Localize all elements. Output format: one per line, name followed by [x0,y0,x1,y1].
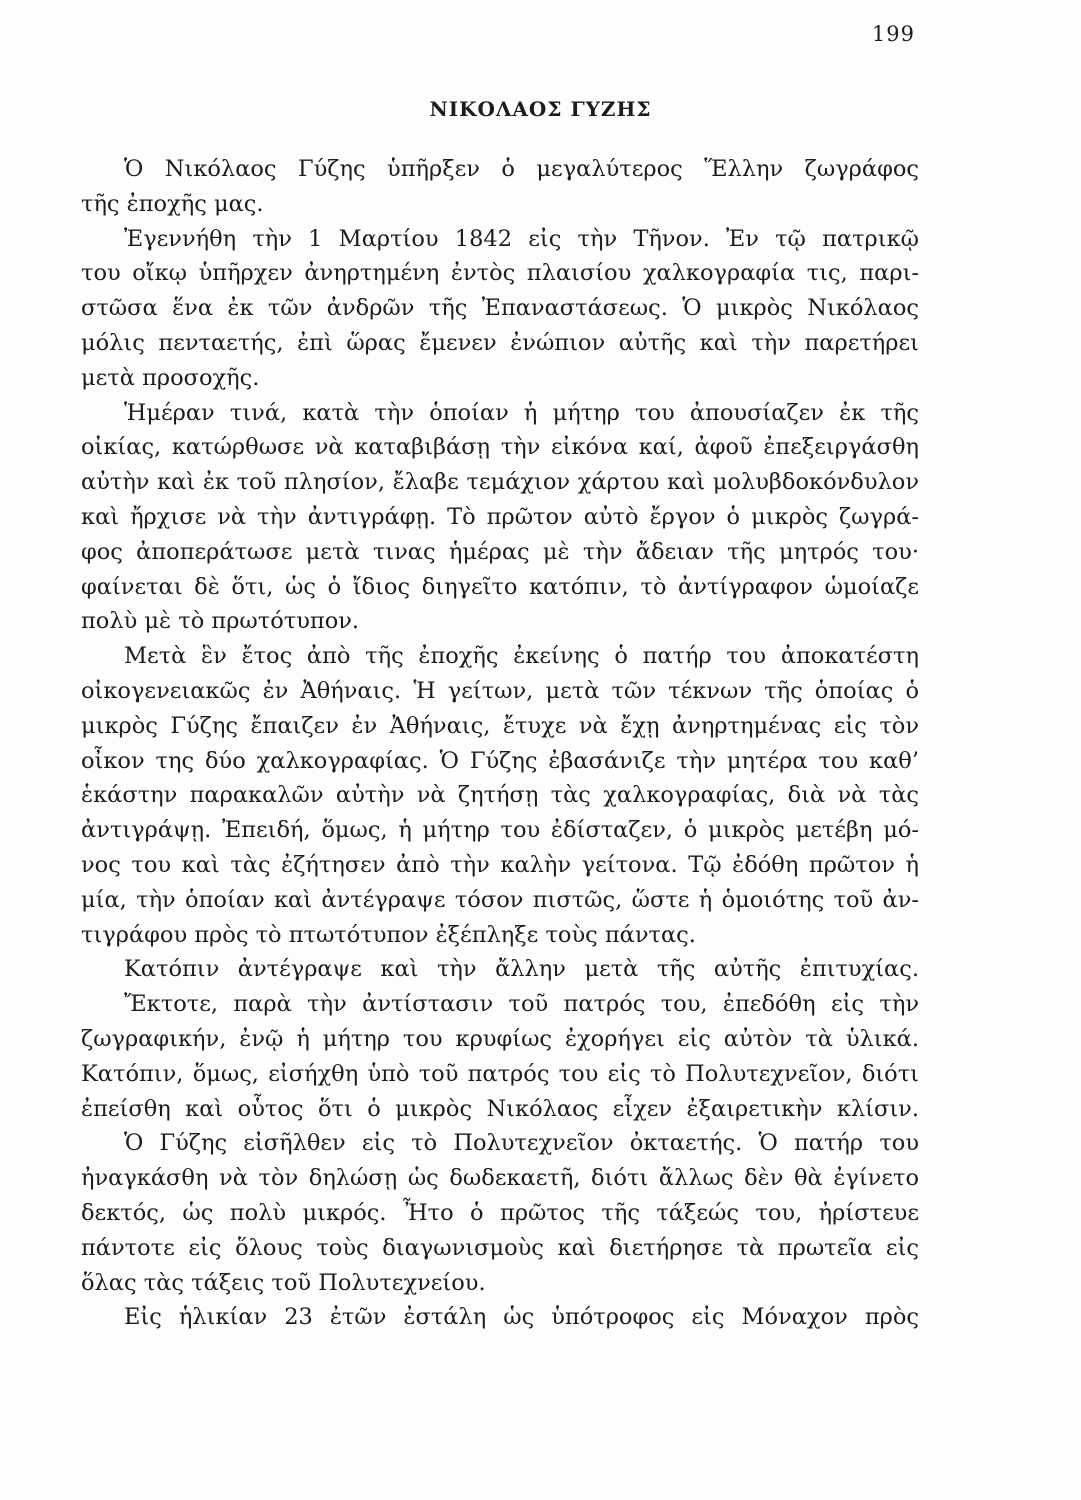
text-line: οἰκογενειακῶς ἐν Ἀθήναις. Ἡ γείτων, μετὰ τῶν τέκνων τῆς ὁποίας ὁ [81,677,919,704]
text-line: ἑκάστην παρακαλῶν αὐτὴν νὰ ζητήσῃ τὰς χαλκογραφίας, διὰ νὰ τὰς [81,782,919,809]
text-line: Μετὰ ἓν ἔτος ἀπὸ τῆς ἐποχῆς ἐκείνης ὁ πατήρ του ἀποκατέστη [124,643,919,670]
text-line: αὐτὴν καὶ ἐκ τοῦ πλησίον, ἔλαβε τεμάχιον χάρτου καὶ μολυβδοκόνδυλον [81,469,919,496]
text-line: στῶσα ἕνα ἐκ τῶν ἀνδρῶν τῆς Ἐπαναστάσεως. Ὁ μικρὸς Νικόλαος [81,295,919,322]
text-line: φος ἀποπεράτωσε μετὰ τινας ἡμέρας μὲ τὴν ἄδειαν τῆς μητρός του· [81,538,919,565]
text-line: ζωγραφικήν, ἐνῷ ἡ μήτηρ του κρυφίως ἐχορήγει εἰς αὐτὸν τὰ ὑλικά. [81,1025,919,1052]
text-line: μόλις πενταετής, ἐπὶ ὥρας ἔμενεν ἐνώπιον αὐτῆς καὶ τὴν παρετήρει [81,329,919,356]
text-line: πάντοτε εἰς ὅλους τοὺς διαγωνισμοὺς καὶ διετήρησε τὰ πρωτεῖα εἰς [81,1234,919,1261]
text-line: πολὺ μὲ τὸ πρωτότυπον. [81,608,360,635]
text-line: Ὁ Γύζης εἰσῆλθεν εἰς τὸ Πολυτεχνεῖον ὀκταετής. Ὁ πατήρ του [124,1130,919,1157]
text-line: Εἰς ἡλικίαν 23 ἐτῶν ἐστάλη ὡς ὑπότροφος εἰς Μόναχον πρὸς [124,1304,919,1331]
body-text [81,152,919,1335]
text-line: ἀντιγράψῃ. Ἐπειδή, ὅμως, ἡ μήτηρ του ἐδίσταζεν, ὁ μικρὸς μετέβη μό- [81,817,919,844]
text-line: μικρὸς Γύζης ἔπαιζεν ἐν Ἀθήναις, ἔτυχε νὰ ἔχῃ ἀνηρτημένας εἰς τὸν [81,712,919,739]
text-line: Κατόπιν ἀντέγραψε καὶ τὴν ἄλλην μετὰ τῆς αὐτῆς ἐπιτυχίας. [124,956,919,983]
text-line: νος του καὶ τὰς ἐζήτησεν ἀπὸ τὴν καλὴν γείτονα. Τῷ ἐδόθη πρῶτον ἡ [81,851,919,878]
text-line: Ἡμέραν τινά, κατὰ τὴν ὁποίαν ἡ μήτηρ του ἀπουσίαζεν ἐκ τῆς [124,399,919,426]
text-line: Ἐγεννήθη τὴν 1 Μαρτίου 1842 εἰς τὴν Τῆνον. Ἐν τῷ πατρικῷ [124,225,919,252]
text-line: Ἔκτοτε, παρὰ τὴν ἀντίστασιν τοῦ πατρός του, ἐπεδόθη εἰς τὴν [124,991,919,1018]
text-line: μετὰ προσοχῆς. [81,364,260,391]
text-line: ὅλας τὰς τάξεις τοῦ Πολυτεχνείου. [81,1269,486,1296]
text-line: δεκτός, ὡς πολὺ μικρός. Ἦτο ὁ πρῶτος τῆς τάξεώς του, ἠρίστευε [81,1199,919,1226]
text-line: τιγράφου πρὸς τὸ πτωτότυπον ἐξέπληξε τοὺς πάντας. [81,921,696,948]
text-line: ἐπείσθη καὶ οὗτος ὅτι ὁ μικρὸς Νικόλαος εἶχεν ἐξαιρετικὴν κλίσιν. [81,1095,919,1122]
text-line: μία, τὴν ὁποίαν καὶ ἀντέγραψε τόσον πιστῶς, ὥστε ἡ ὁμοιότης τοῦ ἀν- [81,886,919,913]
text-line: ἠναγκάσθη νὰ τὸν δηλώσῃ ὡς δωδεκαετῆ, διότι ἄλλως δὲν θὰ ἐγίνετο [81,1165,919,1192]
chapter-title: ΝΙΚΟΛΑΟΣ ΓΥΖΗΣ [429,97,652,121]
text-line: καὶ ἤρχισε νὰ τὴν ἀντιγράφῃ. Τὸ πρῶτον αὐτὸ ἔργον ὁ μικρὸς ζωγρά- [81,503,919,530]
page-number: 199 [871,22,915,46]
text-line: φαίνεται δὲ ὅτι, ὡς ὁ ἴδιος διηγεῖτο κατόπιν, τὸ ἀντίγραφον ὡμοίαζε [81,573,919,600]
text-line: Κατόπιν, ὅμως, εἰσήχθη ὑπὸ τοῦ πατρός του εἰς τὸ Πολυτεχνεῖον, διότι [81,1060,919,1087]
text-line: Ὁ Νικόλαος Γύζης ὑπῆρξεν ὁ μεγαλύτερος Ἕλλην ζωγράφος [124,156,919,182]
text-line: οἶκον της δύο χαλκογραφίας. Ὁ Γύζης ἐβασάνιζε τὴν μητέρα του καθ’ [81,747,919,774]
text-line: τῆς ἐποχῆς μας. [81,190,264,217]
text-line: του οἴκῳ ὑπῆρχεν ἀνηρτημένη ἐντὸς πλαισίου χαλκογραφία τις, παρι- [81,260,919,287]
text-line: οἰκίας, κατώρθωσε νὰ καταβιβάσῃ τὴν εἰκόνα καί, ἀφοῦ ἐπεξειργάσθη [81,434,919,461]
